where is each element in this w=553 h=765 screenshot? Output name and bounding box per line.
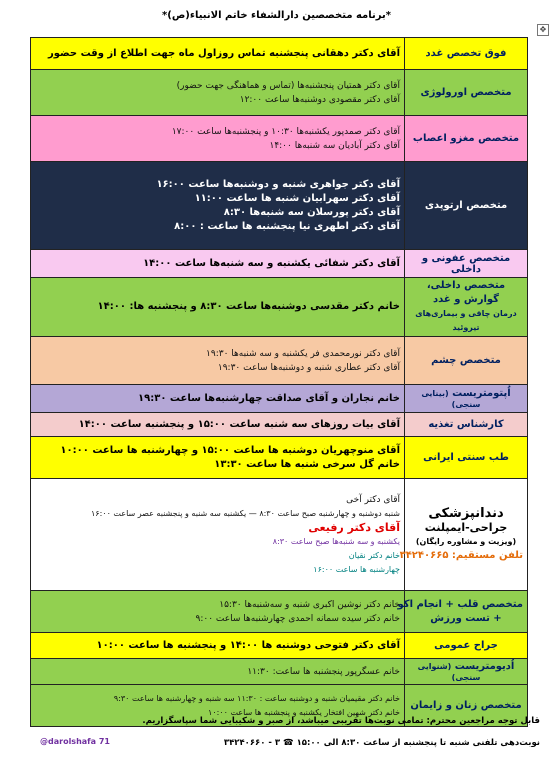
details-cell <box>31 479 405 591</box>
details-cell <box>31 337 405 385</box>
table-row <box>31 278 528 337</box>
table-row <box>31 437 528 479</box>
table-row <box>31 162 528 250</box>
details-cell <box>31 659 405 685</box>
table-row <box>31 70 528 116</box>
specialty-label: متخصص داخلی، گوارش و غدد <box>426 280 506 305</box>
doctor-line: شنبه دوشنبه و چهارشنبه صبح ساعت ۸:۳۰ — یکشنبه سه شنبه و پنجشنبه عصر ساعت ۱۶:۰۰ <box>91 508 400 518</box>
page-title: *برنامه متخصصین دارالشفاء خاتم الانبیاء(ص)* <box>162 10 391 21</box>
doctor-line: آقای دکتر رفیعی <box>308 520 400 534</box>
doctor-line: خانم گل سرخی شنبه ها ساعت ۱۳:۳۰ <box>214 458 400 470</box>
specialty-cell: متخصص چشم <box>405 337 528 385</box>
doctor-line: خانم دکتر مقدسی دوشنبه‌ها ساعت ۸:۳۰ و پنجشنبه ها: ۱۴:۰۰ <box>97 301 400 312</box>
specialty-cell: متخصص مغزو اعصاب <box>405 116 528 162</box>
doctor-line: آقای دکتر نورمحمدی فر یکشنبه و سه شنبه‌ها ۱۹:۳۰ <box>206 348 400 359</box>
table-row <box>31 591 528 633</box>
table-row <box>31 479 528 591</box>
details-cell <box>31 591 405 633</box>
table-row <box>31 659 528 685</box>
doctor-line: آقای دکتر جواهری شنبه و دوشنبه‌ها ساعت ۱۶:۰۰ <box>156 178 400 190</box>
details-cell <box>31 413 405 437</box>
specialty-label-2: جراحی-ایمپلنت <box>424 520 508 534</box>
doctor-line: آقای دکتر همتیان پنجشنبه‌ها (تماس و هماهنگی جهت حضور) <box>176 80 400 91</box>
specialty-label: دندانپزشکی <box>428 505 504 521</box>
doctor-line: چهارشنبه ها ساعت ۱۶:۰۰ <box>313 564 400 574</box>
specialty-cell: متخصص زنان و زایمان <box>405 685 528 727</box>
specialty-sub: (شنوایی سنجی) <box>417 661 481 682</box>
table-row <box>31 385 528 413</box>
specialty-label: اُپتومتریست <box>452 387 511 399</box>
doctor-line: آقای دکتر فتوحی دوشنبه ها ۱۴:۰۰ و پنجشنبه ها ساعت ۱۰:۰۰ <box>96 639 400 651</box>
doctor-line: خانم دکتر مقیمیان شنبه و دوشنبه ساعت : ۱۱:۳۰ سه شنبه و چهارشنبه ها ساعت ۹:۳۰ <box>113 693 400 703</box>
table-row <box>31 250 528 278</box>
doctor-line: آقای دکتر دهقانی پنجشنبه تماس روزاول ماه جهت اطلاع از وقت حضور <box>48 47 400 59</box>
schedule-table <box>30 37 528 727</box>
specialty-sub: (ویزیت و مشاوره رایگان) <box>415 536 517 546</box>
move-handle-icon[interactable]: ✥ <box>537 24 549 36</box>
doctor-line: خانم دکتر نوشین اکبری شنبه و سه‌شنبه‌ها ۱۵:۳۰ <box>219 599 400 610</box>
table-row <box>31 413 528 437</box>
details-cell <box>31 278 405 337</box>
specialty-label: متخصص قلب + انجام اکو <box>397 598 523 610</box>
specialty-cell: متخصص اورولوژی <box>405 70 528 116</box>
details-cell <box>31 162 405 250</box>
specialty-cell <box>399 479 528 591</box>
doctor-line: آقای دکتر آخی <box>346 494 400 505</box>
doctor-line: آقای دکتر عطاری شنبه و دوشنبه‌ها ساعت ۱۹:۳۰ <box>217 362 400 373</box>
specialty-sub: درمان چاقی و بیماری‌های تیروئید <box>415 309 517 332</box>
doctor-line: آقای دکتر آبادیان سه شنبه‌ها ۱۴:۰۰ <box>269 140 400 151</box>
specialty-label: اُدیومتریست <box>454 660 515 672</box>
specialty-cell <box>405 385 528 413</box>
details-cell <box>31 385 405 413</box>
doctor-line: یکشنبه و سه شنبه‌ها صبح ساعت ۸:۳۰ <box>272 536 400 546</box>
doctor-line: خانم عسگرپور پنجشنبه ها ساعت: ۱۱:۳۰ <box>247 666 400 677</box>
details-cell <box>31 116 405 162</box>
details-cell <box>31 633 405 659</box>
doctor-line: آقای دکتر شفائی یکشنبه و سه شنبه‌ها ساعت ۱۴:۰۰ <box>143 257 400 269</box>
specialty-sub: (بینایی سنجی) <box>421 388 481 409</box>
doctor-line: آقای دکتر اطهری نیا پنجشنبه ها ساعت : ۸:۰۰ <box>174 220 400 232</box>
doctor-line: آقای منوچهریان دوشنبه ها ساعت ۱۵:۰۰ و چهارشنبه ها ساعت ۱۰:۰۰ <box>60 444 400 456</box>
details-cell <box>31 38 405 70</box>
instagram-handle[interactable]: @darolshafa 71 <box>40 737 110 746</box>
details-cell <box>31 437 405 479</box>
specialty-cell: فوق تخصص غدد <box>405 38 528 70</box>
doctor-line: آقای دکتر مقصودی دوشنبه‌ها ساعت ۱۲:۰۰ <box>239 94 400 105</box>
table-row <box>31 337 528 385</box>
specialty-cell <box>405 278 528 337</box>
specialty-cell: متخصص عفونی و داخلی <box>405 250 528 278</box>
doctor-line: خانم دکتر سیده سمانه احمدی چهارشنبه‌ها ساعت ۹:۰۰ <box>195 613 400 624</box>
footer-hours: نوبت‌دهی تلفنی شنبه تا پنجشنبه از ساعت ۸:۳۰ الی ۱۵:۰۰ ☎ ۳ - ۳۴۲۴۰۶۶۰ <box>223 738 540 748</box>
table-row <box>31 116 528 162</box>
specialty-cell <box>397 591 528 633</box>
doctor-line: آقای بیات روزهای سه شنبه ساعت ۱۵:۰۰ و پنجشنبه ساعت ۱۴:۰۰ <box>78 418 400 430</box>
doctor-line: آقای دکتر سهرابیان شنبه ها ساعت ۱۱:۰۰ <box>194 192 400 204</box>
phone-number: تلفن مستقیم: ۳۴۲۴۰۶۶۵ <box>399 549 523 561</box>
table-row <box>31 38 528 70</box>
footer-note: قابل توجه مراجعین محترم: تمامی نوبت‌ها تقریبی میباشد، از صبر و شکیبایی شما سپاسگزاریم. <box>142 716 540 726</box>
doctor-line: آقای دکتر صمدپور یکشنبه‌ها ۱۰:۳۰ و پنجشنبه‌ها ساعت ۱۷:۰۰ <box>171 126 400 137</box>
doctor-line: آقای دکتر پورسلان سه شنبه‌ها ۸:۳۰ <box>223 206 400 218</box>
specialty-cell <box>405 659 528 685</box>
specialty-cell: جراح عمومی <box>405 633 528 659</box>
doctor-line: خانم نجاران و آقای صداقت چهارشنبه‌ها ساعت ۱۹:۳۰ <box>138 392 400 404</box>
details-cell <box>31 250 405 278</box>
details-cell <box>31 70 405 116</box>
specialty-sub: + تست ورزش <box>430 612 502 624</box>
specialty-cell: کارشناس تغذیه <box>405 413 528 437</box>
table-row <box>31 633 528 659</box>
doctor-line: خانم دکتر نقیان <box>348 550 400 560</box>
doctor-line: خانم دکتر شهین افتخار یکشنبه و پنجشنبه ها ساعت ۱۰:۰۰ <box>208 707 400 717</box>
specialty-cell: متخصص ارتوپدی <box>405 162 528 250</box>
specialty-cell: طب سنتی ایرانی <box>405 437 528 479</box>
